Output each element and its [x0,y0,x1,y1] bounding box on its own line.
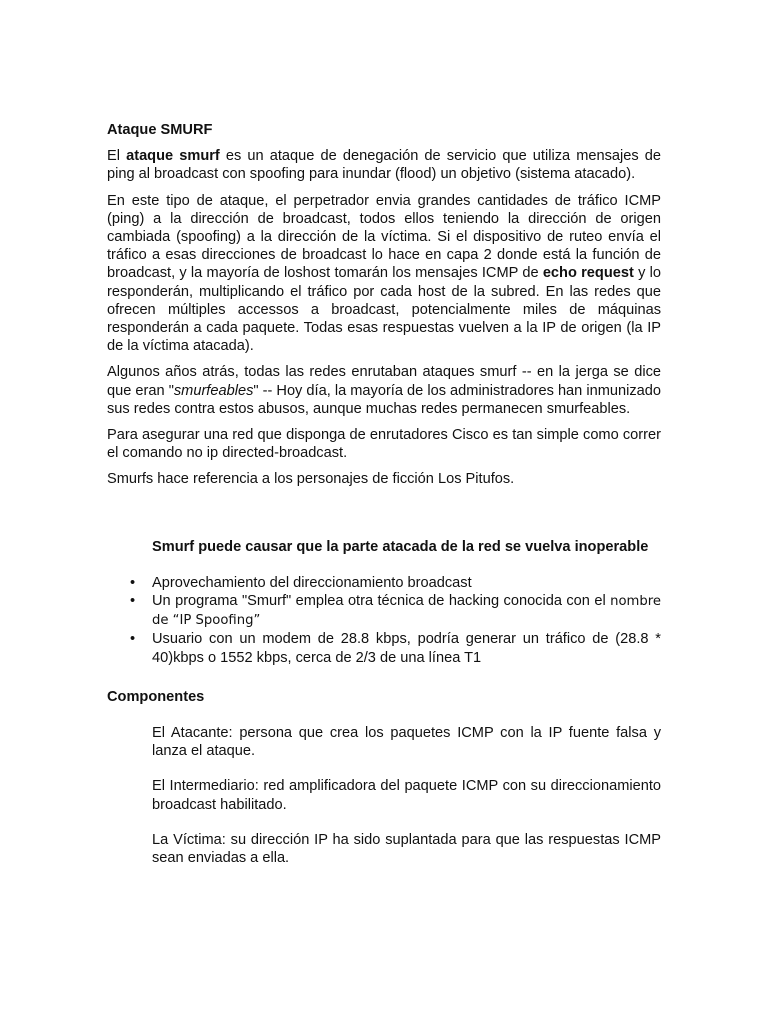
term-echo-request: echo request [542,265,634,282]
paragraph-mechanism-text-end: y lo responderán, multiplicando el tráfico por cada host de la subred. En las redes que ofrecen múltiples accessos a broadcast, potencialmente miles de máquinas responderán a cada paquete. Todas esas respuestas vuelven a la IP de origen (la IP de la víctima atacada). [107,265,661,355]
bullet-icon: • [130,574,136,591]
term-smurfeables: smurfeables [173,382,254,399]
list-item-text: Un programa "Smurf" emplea otra técnica de hacking conocida con el [152,593,611,610]
component-atacante: El Atacante: persona que crea los paquetes ICMP con la IP fuente falsa y lanza el ataque. [152,725,661,760]
list-item-text: Usuario con un modem de 28.8 kbps, podría generar un tráfico de (28.8 * 40)kbps o 1552 kbps, cerca de 2/3 de una línea T1 [152,631,661,666]
paragraph-history-text-end: " -- Hoy día, la mayoría de los administradores han inmunizado sus redes contra estos abusos, aunque muchas redes permanecen smurfeables. [107,382,661,417]
components-heading: Componentes [107,688,205,705]
list-item-text: Aprovechamiento del direccionamiento broadcast [152,574,472,591]
document-title: Ataque SMURF [107,122,213,138]
bullet-list [107,574,661,667]
paragraph-definition [107,147,661,183]
bullet-icon: • [130,593,136,610]
paragraph-history-text-start: Algunos años atrás, todas las redes enrutaban ataques smurf -- en la jerga se dice que eran " [107,364,661,399]
section-subheading: Smurf puede causar que la parte atacada de la red se vuelva inoperable [152,538,649,555]
paragraph-mechanism-text-start: En este tipo de ataque, el perpetrador envia grandes cantidades de tráfico ICMP (ping) a la dirección de broadcast, todos ellos teniendo la dirección de origen cambiada (spoofing) a la dirección de la víctima. Si el dispositivo de ruteo envía el tráfico a esas direcciones de broadcast lo hace en capa 2 donde está la función de broadcast, y la mayoría de loshost tomarán los mensajes ICMP de [107,192,661,282]
list-item-text-alt-font: nombre de “IP Spoofing” [152,594,661,629]
paragraph-history [107,363,661,418]
list-item [130,574,661,592]
paragraph-pitufos: Smurfs hace referencia a los personajes de ficción Los Pitufos. [107,471,515,488]
bullet-icon: • [130,631,136,648]
paragraph-mechanism [107,192,661,356]
list-item [130,592,661,630]
term-ataque-smurf: ataque smurf [126,148,220,165]
component-victima: La Víctima: su dirección IP ha sido suplantada para que las respuestas ICMP sean enviadas a ella. [152,831,661,867]
paragraph-definition-text-end: es un ataque de denegación de servicio que utiliza mensajes de ping al broadcast con spoofing para inundar (flood) un objetivo (sistema atacado). [107,148,662,183]
paragraph-cisco: Para asegurar una red que disponga de enrutadores Cisco es tan simple como correr el comando no ip directed-broadcast. [107,427,661,462]
paragraph-definition-text-start: El [107,148,127,165]
document-page [107,121,661,884]
list-item [130,630,661,666]
component-intermediario: El Intermediario: red amplificadora del paquete ICMP con su direccionamiento broadcast habilitado. [152,778,661,813]
